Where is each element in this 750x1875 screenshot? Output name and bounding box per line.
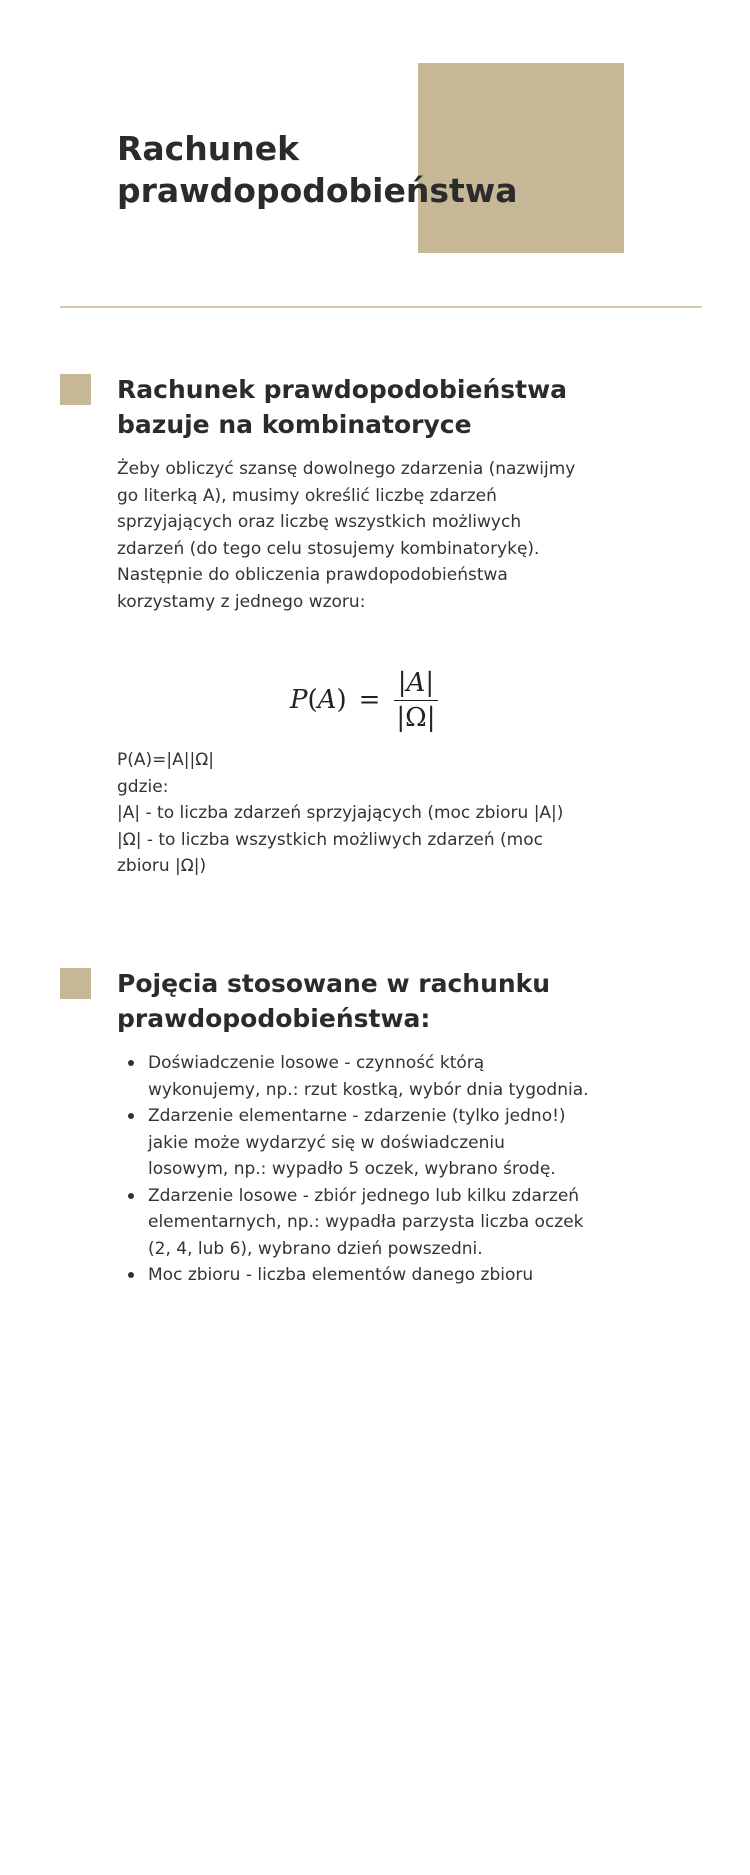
list-item-line: Moc zbioru - liczba elementów danego zbioru <box>148 1265 534 1285</box>
formula-denominator: |Ω| <box>396 702 436 733</box>
section-marker-square <box>60 374 91 405</box>
paragraph-line: Następnie do obliczenia prawdopodobieństwa <box>117 565 508 585</box>
concepts-list <box>128 1050 668 1289</box>
section-heading-line: Rachunek prawdopodobieństwa <box>117 375 568 404</box>
formula-numerator: |A| <box>394 666 438 701</box>
section-heading-concepts <box>117 966 550 1036</box>
paragraph-line: go literką A), musimy określić liczbę zdarzeń <box>117 485 497 506</box>
page-title-line: Rachunek <box>117 129 300 168</box>
paragraph-line: zdarzeń (do tego celu stosujemy kombinatorykę). <box>117 538 540 559</box>
page-title-line: prawdopodobieństwa <box>117 171 518 210</box>
list-item-line: elementarnych, np.: wypadła parzysta liczba oczek <box>148 1212 584 1232</box>
list-item-line: jakie może wydarzyć się w doświadczeniu <box>148 1132 505 1153</box>
title-divider <box>60 306 702 308</box>
paragraph-line: |A| - to liczba zdarzeń sprzyjających (moc zbioru |A|) <box>117 803 564 823</box>
paragraph-line: P(A)=|A||Ω| <box>117 750 214 770</box>
formula-explanation <box>117 747 647 880</box>
list-item-line: Zdarzenie losowe - zbiór jednego lub kilku zdarzeń <box>148 1185 580 1206</box>
formula-lhs <box>290 685 347 715</box>
section-heading-line: bazuje na kombinatoryce <box>117 410 472 439</box>
list-item-line: Zdarzenie elementarne - zdarzenie (tylko jedno!) <box>148 1106 566 1126</box>
section-heading-combinatorics <box>117 372 567 442</box>
paragraph-line: zbioru |Ω|) <box>117 856 207 876</box>
paragraph-line: |Ω| - to liczba wszystkich możliwych zdarzeń (moc <box>117 829 543 850</box>
list-item <box>128 1262 668 1289</box>
list-item <box>128 1103 668 1183</box>
paragraph-line: Żeby obliczyć szansę dowolnego zdarzenia (nazwijmy <box>117 459 576 479</box>
formula-fraction <box>392 666 439 735</box>
paragraph-line: korzystamy z jednego wzoru: <box>117 591 366 612</box>
probability-formula <box>290 660 439 740</box>
paragraph-line: sprzyjających oraz liczbę wszystkich możliwych <box>117 512 522 532</box>
formula-close-paren: ) <box>336 685 347 715</box>
section-marker-square <box>60 968 91 999</box>
list-item-line: Doświadczenie losowe - czynność którą <box>148 1053 485 1073</box>
list-item-line: losowym, np.: wypadło 5 oczek, wybrano środę. <box>148 1159 556 1179</box>
paragraph-line: gdzie: <box>117 776 169 797</box>
formula-arg-a: A <box>317 685 337 715</box>
section-heading-line: Pojęcia stosowane w rachunku <box>117 969 551 998</box>
list-item-line: wykonujemy, np.: rzut kostką, wybór dnia tygodnia. <box>148 1079 589 1100</box>
intro-paragraph <box>117 456 647 615</box>
list-item <box>128 1183 668 1263</box>
formula-symbol-p: P <box>290 685 308 715</box>
list-item-line: (2, 4, lub 6), wybrano dzień powszedni. <box>148 1238 483 1259</box>
section-heading-line: prawdopodobieństwa: <box>117 1004 431 1033</box>
list-item <box>128 1050 668 1103</box>
formula-equals: = <box>358 685 381 715</box>
page-title <box>117 128 518 212</box>
formula-open-paren: ( <box>307 685 318 715</box>
